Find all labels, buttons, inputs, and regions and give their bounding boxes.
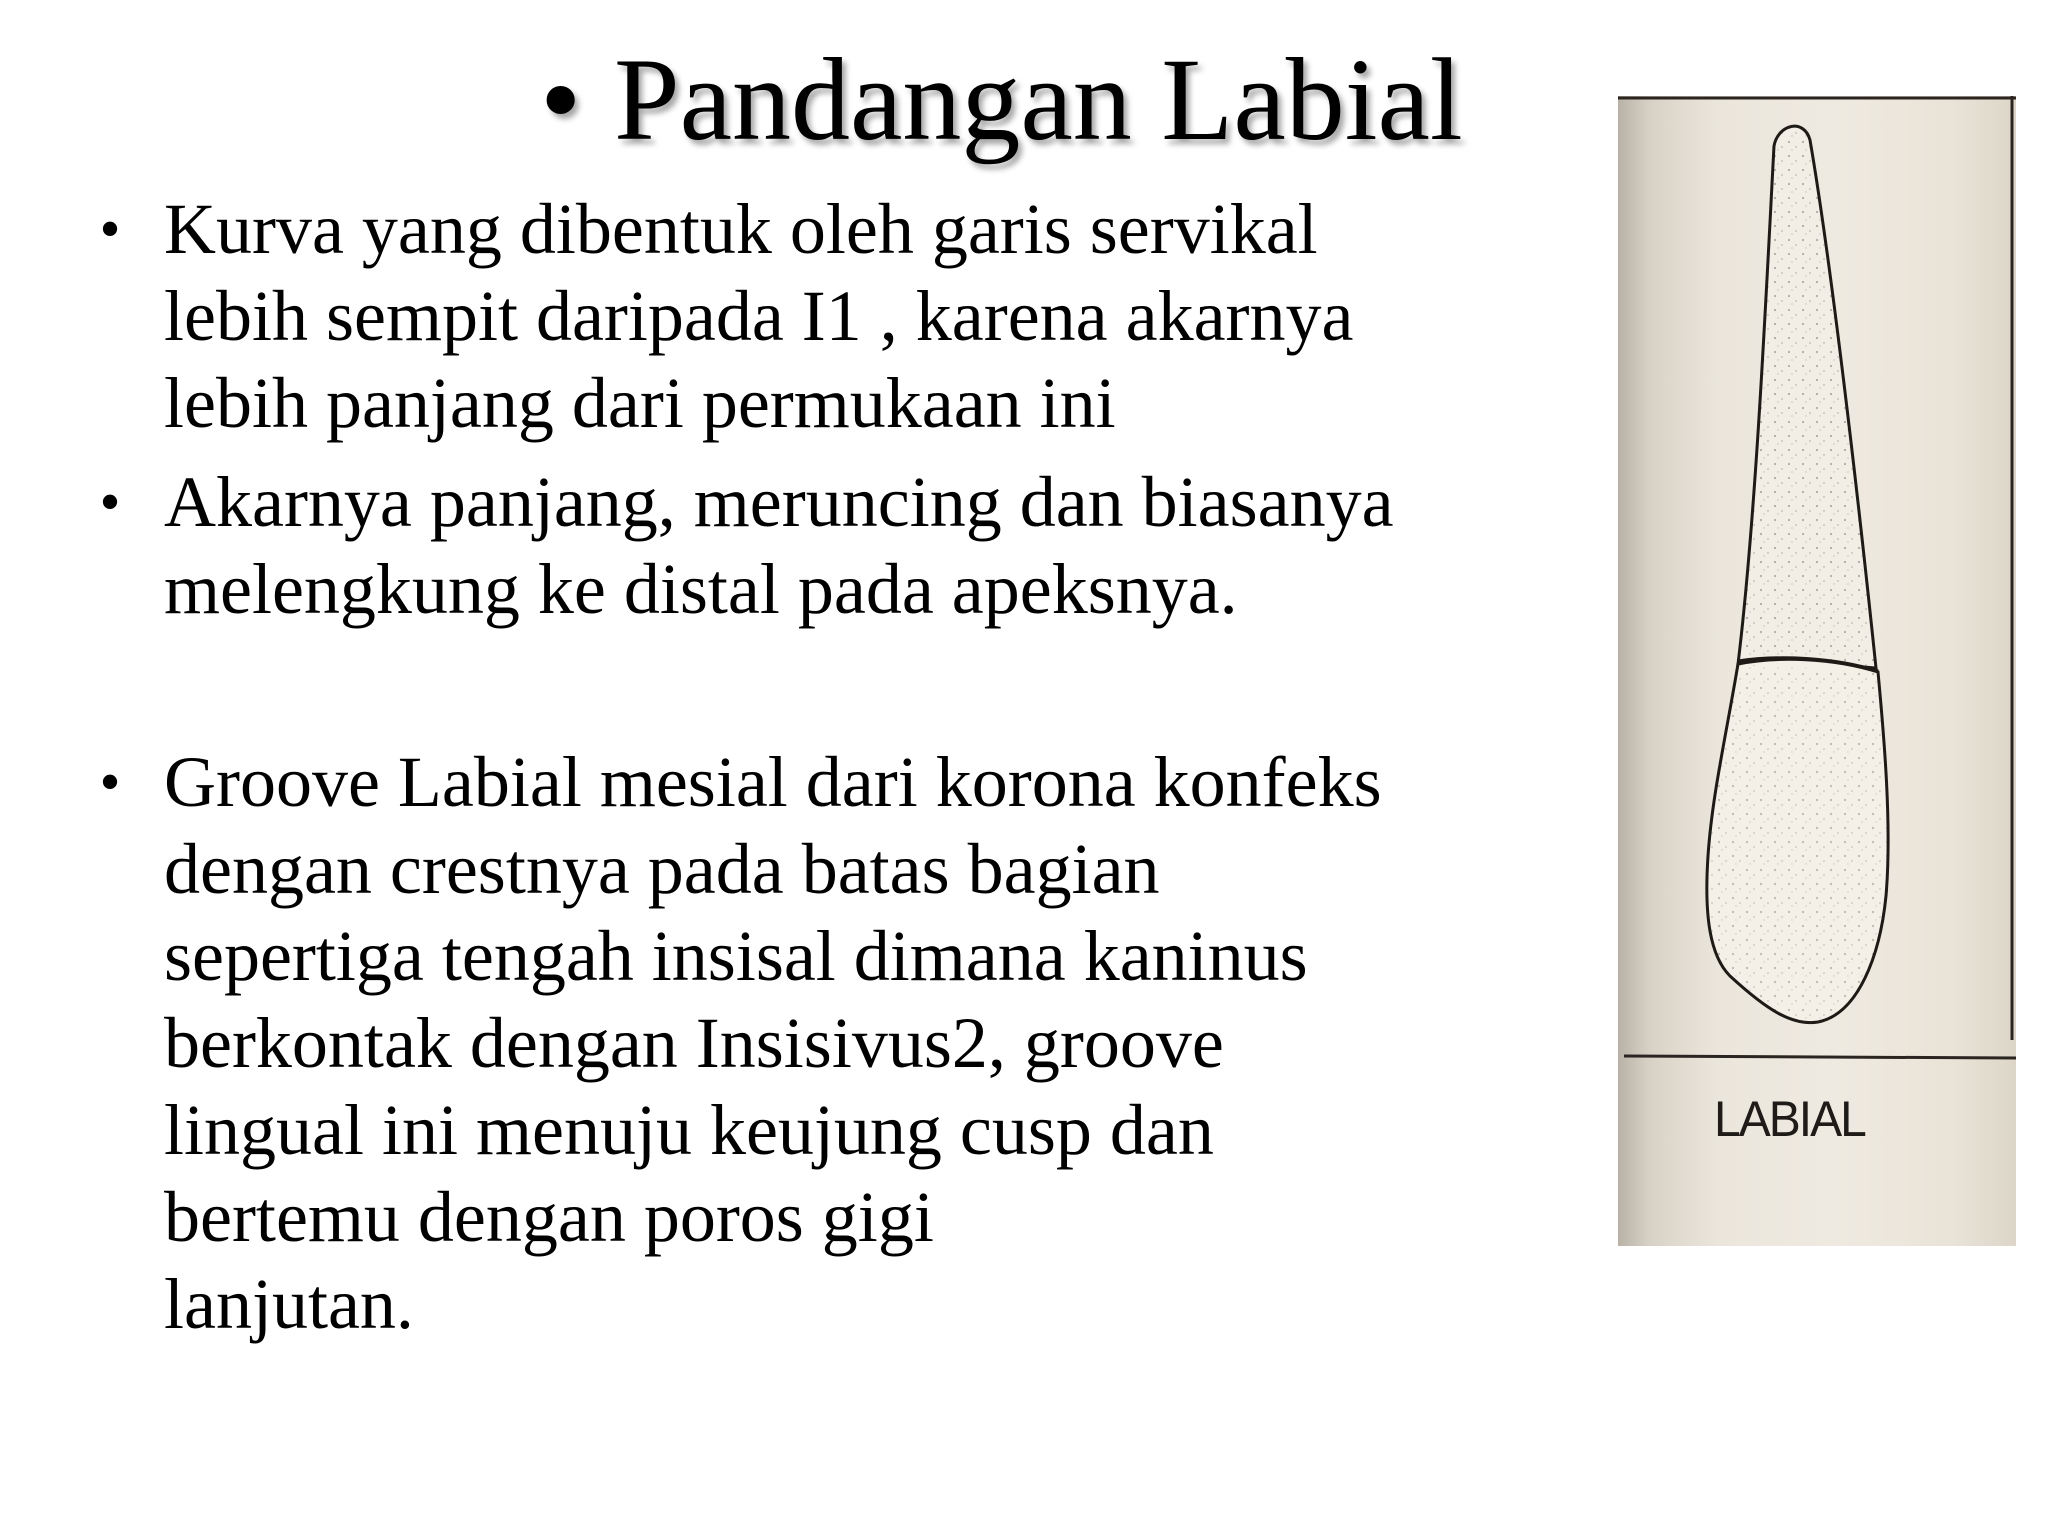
bullet-line: lebih sempit daripada I1 , karena akarnya	[164, 276, 1354, 356]
bullet-line: Akarnya panjang, meruncing dan biasanya	[164, 462, 1394, 542]
bullet-line: dengan crestnya pada batas bagian	[164, 829, 1160, 909]
bullet-item-2	[80, 459, 1580, 633]
bullet-dot: •	[99, 196, 121, 262]
title-bullet: •	[540, 34, 582, 165]
bullet-line: lanjutan.	[164, 1264, 414, 1344]
bullet-dot: •	[99, 469, 121, 535]
bullet-line: melengkung ke distal pada apeksnya.	[164, 549, 1238, 629]
title-text: Pandangan Labial	[614, 34, 1463, 165]
bullet-line: Groove Labial mesial dari korona konfeks	[164, 742, 1382, 822]
bullet-item-3	[80, 739, 1580, 1348]
bullet-line: bertemu dengan poros gigi	[164, 1177, 934, 1257]
bullet-text	[164, 459, 1580, 633]
slide-title	[540, 30, 1560, 170]
bullet-dot: •	[99, 749, 121, 815]
bullet-text	[164, 739, 1580, 1348]
bullet-line: berkontak dengan Insisivus2, groove	[164, 1003, 1224, 1083]
bullet-list	[80, 186, 1580, 1348]
bullet-line: lingual ini menuju keujung cusp dan	[164, 1090, 1214, 1170]
tooth-drawing	[1618, 96, 2016, 1246]
bullet-text	[164, 186, 1580, 447]
bullet-line: Kurva yang dibentuk oleh garis servikal	[164, 189, 1318, 269]
bullet-line: sepertiga tengah insisal dimana kaninus	[164, 916, 1308, 996]
frame-bottom-line	[1624, 1056, 2016, 1058]
bullet-line: lebih panjang dari permukaan ini	[164, 363, 1116, 443]
figure-caption: LABIAL	[1714, 1091, 1865, 1148]
bullet-item-1	[80, 186, 1580, 447]
tooth-illustration	[1618, 96, 2016, 1246]
